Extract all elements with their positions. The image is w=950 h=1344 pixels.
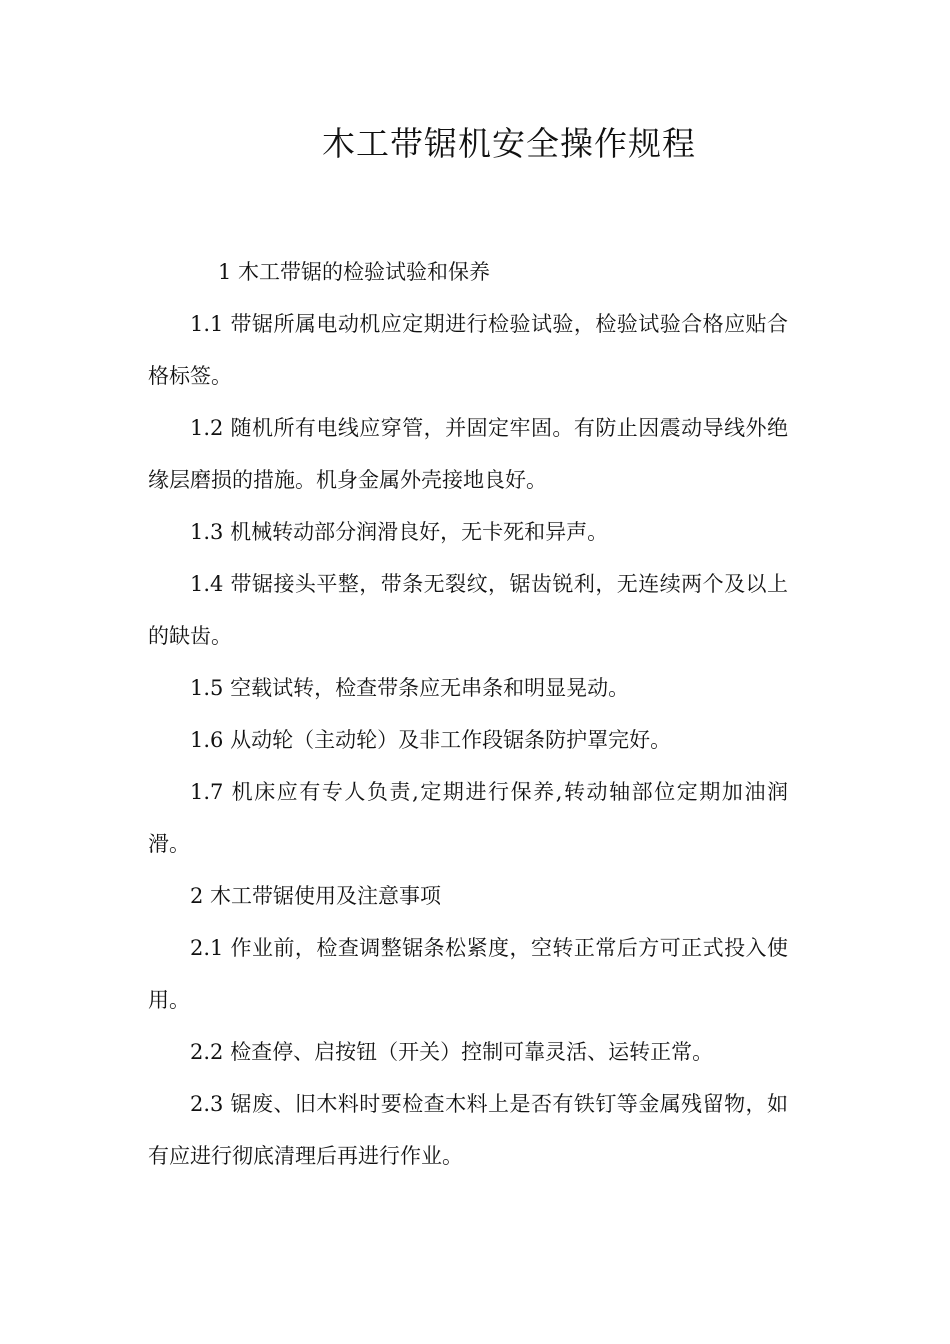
document-body [148, 246, 788, 1182]
section-heading-2: 2 木工带锯使用及注意事项 [190, 884, 442, 908]
paragraph-1-7: 1.7 机床应有专人负责,定期进行保养,转动轴部位定期加油润滑。 [148, 780, 788, 856]
document-title: 木工带锯机安全操作规程 [322, 124, 696, 163]
paragraph-2-3: 2.3 锯废、旧木料时要检查木料上是否有铁钉等金属残留物，如有应进行彻底清理后再进行作业。 [148, 1092, 788, 1168]
paragraph-2-2: 2.2 检查停、启按钮（开关）控制可靠灵活、运转正常。 [190, 1040, 714, 1064]
paragraph-1-2: 1.2 随机所有电线应穿管，并固定牢固。有防止因震动导线外绝缘层磨损的措施。机身金属外壳接地良好。 [148, 416, 788, 492]
paragraph-2-1: 2.1 作业前，检查调整锯条松紧度，空转正常后方可正式投入使用。 [148, 936, 788, 1012]
paragraph-1-3: 1.3 机械转动部分润滑良好，无卡死和异声。 [190, 520, 609, 544]
section-heading-1: 1 木工带锯的检验试验和保养 [218, 260, 491, 284]
paragraph-1-4: 1.4 带锯接头平整，带条无裂纹，锯齿锐利，无连续两个及以上的缺齿。 [148, 572, 788, 648]
paragraph-1-5: 1.5 空载试转，检查带条应无串条和明显晃动。 [190, 676, 630, 700]
paragraph-1-6: 1.6 从动轮（主动轮）及非工作段锯条防护罩完好。 [190, 728, 672, 752]
paragraph-1-1: 1.1 带锯所属电动机应定期进行检验试验，检验试验合格应贴合格标签。 [148, 312, 788, 388]
